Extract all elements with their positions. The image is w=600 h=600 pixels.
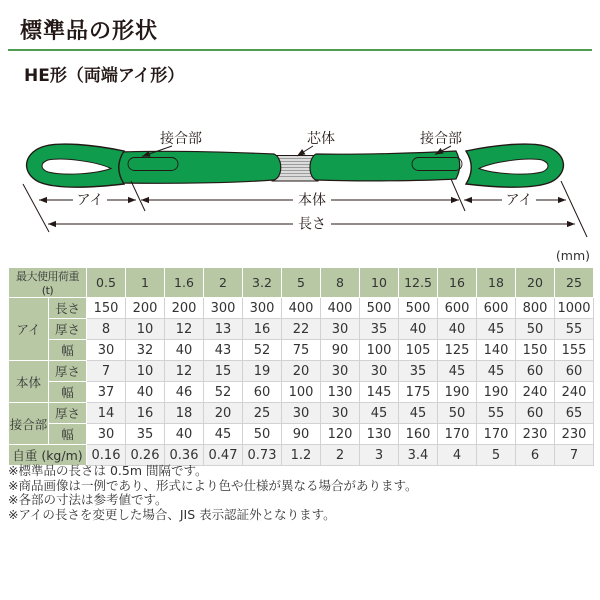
spec-cell: 50 xyxy=(438,403,477,424)
spec-cell: 230 xyxy=(516,424,555,445)
spec-cell: 30 xyxy=(321,403,360,424)
spec-cell: 16 xyxy=(126,403,165,424)
load-col-header: 5 xyxy=(282,268,321,298)
spec-cell: 125 xyxy=(438,340,477,361)
spec-cell: 3.4 xyxy=(399,445,438,466)
table-row xyxy=(9,403,594,424)
spec-cell: 45 xyxy=(477,319,516,340)
label-joint-right: 接合部 xyxy=(420,131,462,147)
spec-table-wrap xyxy=(8,267,594,466)
load-col-header: 16 xyxy=(438,268,477,298)
spec-cell: 400 xyxy=(321,298,360,319)
notes xyxy=(8,464,417,522)
table-row xyxy=(9,424,594,445)
spec-cell: 14 xyxy=(87,403,126,424)
spec-cell: 10 xyxy=(126,319,165,340)
spec-cell: 170 xyxy=(438,424,477,445)
spec-cell: 25 xyxy=(243,403,282,424)
table-row xyxy=(9,382,594,403)
spec-cell: 145 xyxy=(360,382,399,403)
section-subtitle: HE形（両端アイ形） xyxy=(24,66,185,86)
spec-cell: 140 xyxy=(477,340,516,361)
row-label: 厚さ xyxy=(49,319,87,340)
table-row xyxy=(9,361,594,382)
spec-cell: 10 xyxy=(126,361,165,382)
load-col-header: 2 xyxy=(204,268,243,298)
load-col-header: 20 xyxy=(516,268,555,298)
load-col-header: 1 xyxy=(126,268,165,298)
spec-cell: 45 xyxy=(204,424,243,445)
spec-cell: 52 xyxy=(204,382,243,403)
spec-cell: 800 xyxy=(516,298,555,319)
eye-loop-left xyxy=(27,144,124,187)
belt-body-right xyxy=(310,151,460,181)
spec-cell: 55 xyxy=(555,319,594,340)
ext-line-right-joint xyxy=(451,179,465,211)
spec-cell: 7 xyxy=(87,361,126,382)
load-col-header: 10 xyxy=(360,268,399,298)
spec-cell: 300 xyxy=(204,298,243,319)
spec-cell: 35 xyxy=(360,319,399,340)
spec-cell: 40 xyxy=(399,319,438,340)
row-label: 幅 xyxy=(49,340,87,361)
spec-cell: 240 xyxy=(555,382,594,403)
spec-cell: 60 xyxy=(516,361,555,382)
note-line: ※商品画像は一例であり、形式により色や仕様が異なる場合があります。 xyxy=(8,477,418,493)
spec-cell: 230 xyxy=(555,424,594,445)
label-joint-left: 接合部 xyxy=(160,131,202,147)
spec-cell: 30 xyxy=(360,361,399,382)
spec-cell: 30 xyxy=(282,403,321,424)
load-col-header: 12.5 xyxy=(399,268,438,298)
ext-line-right-outer xyxy=(561,181,587,237)
spec-cell: 30 xyxy=(87,424,126,445)
spec-cell: 90 xyxy=(321,340,360,361)
table-row xyxy=(9,319,594,340)
spec-cell: 55 xyxy=(477,403,516,424)
dim-label-body: 本体 xyxy=(298,192,326,209)
spec-cell: 1.2 xyxy=(282,445,321,466)
dim-label-length: 長さ xyxy=(298,216,326,233)
spec-cell: 15 xyxy=(204,361,243,382)
spec-cell: 30 xyxy=(321,361,360,382)
spec-cell: 200 xyxy=(126,298,165,319)
page-title: 標準品の形状 xyxy=(20,19,159,44)
spec-cell: 170 xyxy=(477,424,516,445)
table-row xyxy=(9,298,594,319)
table-row xyxy=(9,340,594,361)
spec-cell: 4 xyxy=(438,445,477,466)
spec-cell: 1000 xyxy=(555,298,594,319)
spec-cell: 40 xyxy=(126,382,165,403)
spec-cell: 155 xyxy=(555,340,594,361)
spec-cell: 2 xyxy=(321,445,360,466)
spec-cell: 37 xyxy=(87,382,126,403)
spec-cell: 12 xyxy=(165,361,204,382)
sling-diagram xyxy=(0,0,600,250)
spec-cell: 500 xyxy=(360,298,399,319)
spec-cell: 150 xyxy=(516,340,555,361)
load-col-header: 1.6 xyxy=(165,268,204,298)
spec-cell: 60 xyxy=(243,382,282,403)
spec-cell: 200 xyxy=(165,298,204,319)
row-label: 長さ xyxy=(49,298,87,319)
row-group-label: 接合部 xyxy=(9,403,49,445)
spec-cell: 65 xyxy=(555,403,594,424)
spec-cell: 160 xyxy=(399,424,438,445)
spec-cell: 46 xyxy=(165,382,204,403)
spec-cell: 40 xyxy=(165,424,204,445)
load-col-header: 0.5 xyxy=(87,268,126,298)
spec-cell: 120 xyxy=(321,424,360,445)
load-col-header: 25 xyxy=(555,268,594,298)
spec-cell: 45 xyxy=(360,403,399,424)
spec-cell: 105 xyxy=(399,340,438,361)
spec-cell: 40 xyxy=(165,340,204,361)
spec-cell: 130 xyxy=(321,382,360,403)
spec-cell: 240 xyxy=(516,382,555,403)
spec-cell: 0.73 xyxy=(243,445,282,466)
eye-loop-right xyxy=(466,144,563,187)
spec-cell: 100 xyxy=(282,382,321,403)
spec-cell: 100 xyxy=(360,340,399,361)
spec-cell: 35 xyxy=(126,424,165,445)
dim-label-eye-left: アイ xyxy=(76,192,104,209)
row-label: 厚さ xyxy=(49,403,87,424)
spec-cell: 5 xyxy=(477,445,516,466)
spec-cell: 0.16 xyxy=(87,445,126,466)
load-col-header: 3.2 xyxy=(243,268,282,298)
spec-cell: 50 xyxy=(243,424,282,445)
spec-cell: 90 xyxy=(282,424,321,445)
note-line: ※アイの長さを変更した場合、JIS 表示認証外となります。 xyxy=(8,506,336,522)
load-col-header: 18 xyxy=(477,268,516,298)
spec-cell: 0.36 xyxy=(165,445,204,466)
spec-cell: 20 xyxy=(204,403,243,424)
spec-cell: 60 xyxy=(516,403,555,424)
spec-cell: 190 xyxy=(438,382,477,403)
spec-cell: 400 xyxy=(282,298,321,319)
spec-cell: 52 xyxy=(243,340,282,361)
spec-cell: 600 xyxy=(477,298,516,319)
spec-cell: 600 xyxy=(438,298,477,319)
note-line: ※標準品の長さは 0.5m 間隔です。 xyxy=(8,463,208,478)
spec-cell: 3 xyxy=(360,445,399,466)
spec-cell: 45 xyxy=(438,361,477,382)
spec-cell: 45 xyxy=(477,361,516,382)
spec-cell: 500 xyxy=(399,298,438,319)
load-header-label: 最大使用荷重 (t) xyxy=(9,268,87,298)
spec-cell: 30 xyxy=(87,340,126,361)
label-core: 芯体 xyxy=(307,131,335,147)
spec-cell: 175 xyxy=(399,382,438,403)
spec-cell: 13 xyxy=(204,319,243,340)
spec-cell: 35 xyxy=(399,361,438,382)
spec-cell: 30 xyxy=(321,319,360,340)
spec-cell: 12 xyxy=(165,319,204,340)
belt-body-left xyxy=(117,151,281,183)
spec-cell: 19 xyxy=(243,361,282,382)
spec-cell: 0.26 xyxy=(126,445,165,466)
row-group-label: アイ xyxy=(9,298,49,361)
unit-label: (mm) xyxy=(555,248,590,263)
dim-label-eye-right: アイ xyxy=(505,192,533,209)
spec-cell: 190 xyxy=(477,382,516,403)
spec-table xyxy=(8,267,594,466)
spec-cell: 45 xyxy=(399,403,438,424)
spec-cell: 130 xyxy=(360,424,399,445)
spec-cell: 300 xyxy=(243,298,282,319)
row-label: 厚さ xyxy=(49,361,87,382)
spec-cell: 150 xyxy=(87,298,126,319)
spec-cell: 32 xyxy=(126,340,165,361)
load-col-header: 8 xyxy=(321,268,360,298)
spec-cell: 0.47 xyxy=(204,445,243,466)
spec-cell: 50 xyxy=(516,319,555,340)
row-label: 幅 xyxy=(49,382,87,403)
row-label: 幅 xyxy=(49,424,87,445)
spec-cell: 43 xyxy=(204,340,243,361)
note-line: ※各部の寸法は参考値です。 xyxy=(8,492,168,508)
spec-cell: 7 xyxy=(555,445,594,466)
spec-cell: 6 xyxy=(516,445,555,466)
ext-line-left-outer xyxy=(23,184,49,232)
spec-cell: 8 xyxy=(87,319,126,340)
spec-cell: 60 xyxy=(555,361,594,382)
spec-cell: 22 xyxy=(282,319,321,340)
weight-row-label: 自重 (kg/m) xyxy=(9,445,87,466)
spec-cell: 18 xyxy=(165,403,204,424)
spec-cell: 75 xyxy=(282,340,321,361)
row-group-label: 本体 xyxy=(9,361,49,403)
ext-line-left-joint xyxy=(131,181,145,211)
spec-cell: 40 xyxy=(438,319,477,340)
leader-core xyxy=(297,146,313,156)
spec-cell: 20 xyxy=(282,361,321,382)
spec-cell: 16 xyxy=(243,319,282,340)
